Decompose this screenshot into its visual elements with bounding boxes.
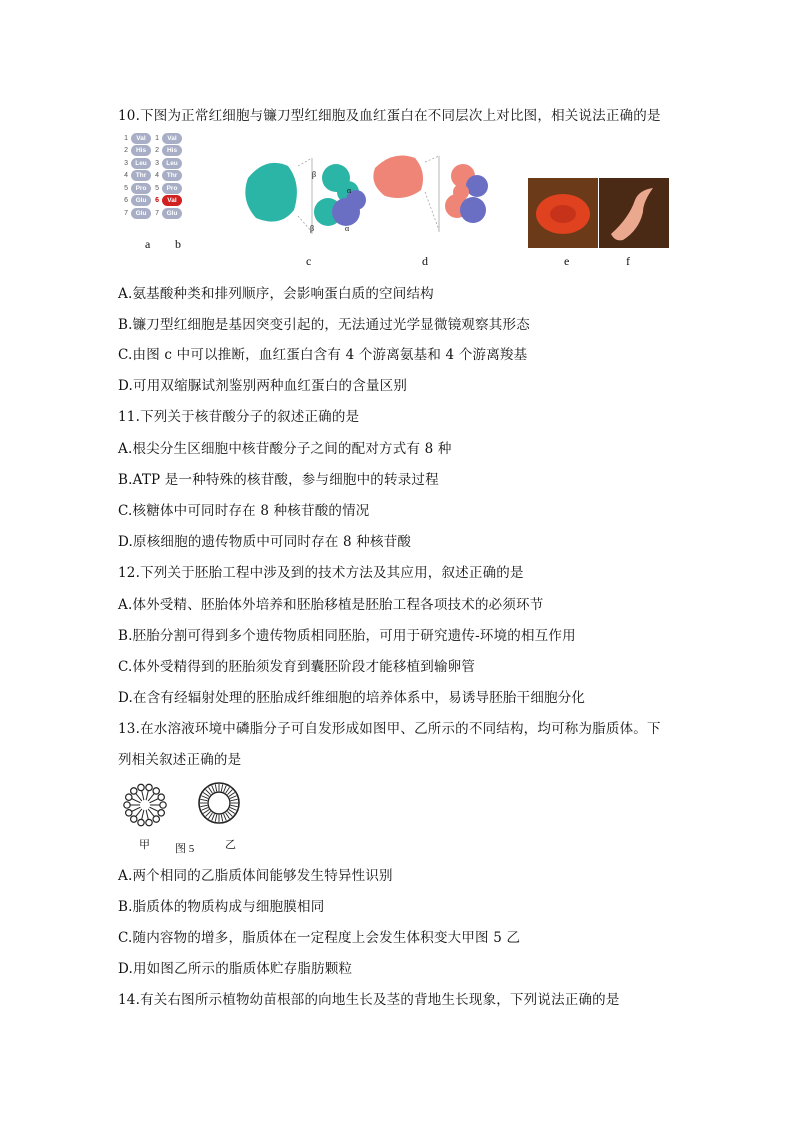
question-13-stem-cont: 列相关叙述正确的是: [118, 752, 242, 768]
figure-5-caption: 图 5: [175, 843, 195, 855]
sickle-red-blood-cell: [599, 178, 669, 248]
q10-option-a: A.氨基酸种类和排列顺序，会影响蛋白质的空间结构: [118, 286, 434, 302]
q12-option-a: A.体外受精、胚胎体外培养和胚胎移植是胚胎工程各项技术的必须环节: [118, 597, 544, 613]
normal-hemoglobin-structure: [236, 148, 376, 248]
q13-option-d: D.用如图乙所示的脂质体贮存脂肪颗粒: [118, 961, 353, 977]
q10-option-d: D.可用双缩脲试剂鉴别两种血红蛋白的含量区别: [118, 378, 408, 394]
liposome-diagram: [196, 780, 242, 826]
question-10-stem: 10.下图为正常红细胞与镰刀型红细胞及血红蛋白在不同层次上对比图，相关说法正确的是: [118, 108, 661, 124]
label-b: b: [175, 237, 181, 251]
question-12-stem: 12.下列关于胚胎工程中涉及到的技术方法及其应用，叙述正确的是: [118, 565, 524, 581]
q11-option-a: A.根尖分生区细胞中核苷酸分子之间的配对方式有 8 种: [118, 441, 452, 457]
amino-acid-chain-b: 1 Val 2 His 3 Leu 4 Thr 5 Pro 6 Val 7 Glu: [151, 132, 182, 220]
question-14-stem: 14.有关右图所示植物幼苗根部的向地生长及茎的背地生长现象，下列说法正确的是: [118, 992, 620, 1008]
amino-acid-chain-a: 1 Val 2 His 3 Leu 4 Thr 5 Pro 6 Glu 7 Glu: [120, 132, 151, 220]
label-yi: 乙: [225, 839, 236, 851]
label-d: d: [422, 254, 428, 268]
label-c: c: [306, 254, 312, 268]
q11-option-d: D.原核细胞的遗传物质中可同时存在 8 种核苷酸: [118, 534, 412, 550]
normal-red-blood-cell: [528, 178, 598, 248]
q11-option-b: B.ATP 是一种特殊的核苷酸，参与细胞中的转录过程: [118, 472, 439, 488]
label-f: f: [626, 254, 630, 268]
q12-option-b: B.胚胎分割可得到多个遗传物质相同胚胎，可用于研究遗传-环境的相互作用: [118, 628, 576, 644]
q12-option-c: C.体外受精得到的胚胎须发育到囊胚阶段才能移植到输卵管: [118, 659, 476, 675]
q13-option-a: A.两个相同的乙脂质体间能够发生特异性识别: [118, 868, 393, 884]
q10-option-c: C.由图 c 中可以推断，血红蛋白含有 4 个游离氨基和 4 个游离羧基: [118, 347, 528, 363]
sickle-hemoglobin-structure: [365, 148, 505, 248]
q13-option-b: B.脂质体的物质构成与细胞膜相同: [118, 899, 325, 915]
question-13-stem: 13.在水溶液环境中磷脂分子可自发形成如图甲、乙所示的不同结构，均可称为脂质体。下: [118, 721, 661, 737]
q12-option-d: D.在含有经辐射处理的胚胎成纤维细胞的培养体系中，易诱导胚胎干细胞分化: [118, 690, 586, 706]
label-a: a: [145, 237, 151, 251]
q11-option-c: C.核糖体中可同时存在 8 种核苷酸的情况: [118, 503, 370, 519]
label-jia: 甲: [139, 839, 150, 851]
q13-option-c: C.随内容物的增多，脂质体在一定程度上会发生体积变大甲图 5 乙: [118, 930, 521, 946]
micelle-diagram: [122, 782, 168, 828]
q10-option-b: B.镰刀型红细胞是基因突变引起的，无法通过光学显微镜观察其形态: [118, 317, 530, 333]
question-11-stem: 11.下列关于核苷酸分子的叙述正确的是: [118, 409, 360, 425]
label-e: e: [564, 254, 570, 268]
